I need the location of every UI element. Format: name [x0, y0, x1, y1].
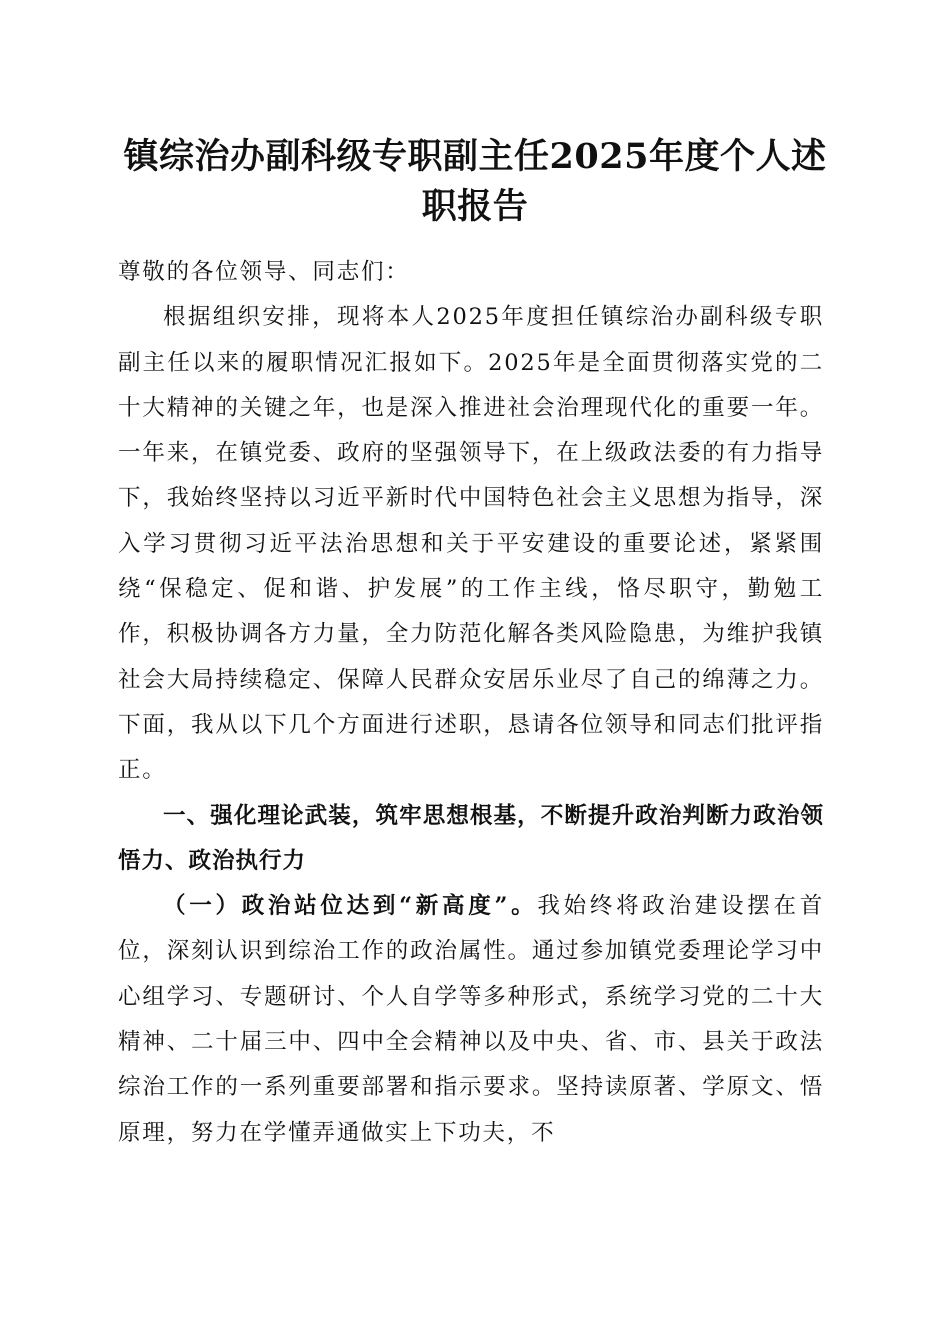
salutation: 尊敬的各位领导、同志们：: [118, 259, 410, 285]
subsection-paragraph-1: [118, 884, 824, 1156]
document-body: [118, 250, 824, 1156]
document-title: 镇综治办副科级专职副主任2025年度个人述职报告: [123, 136, 827, 227]
subsection-text-1: 我始终将政治建设摆在首位，深刻认识到综治工作的政治属性。通过参加镇党委理论学习中心组学习、专题研讨、个人自学等多种形式，系统学习党的二十大精神、二十届三中、四中全会精神以及中央、省、市、县关于政法综治工作的一系列重要部署和指示要求。坚持读原著、学原文、悟原理，努力在学懂弄通做实上下功夫，不: [118, 893, 824, 1146]
intro-paragraph: 根据组织安排，现将本人2025年度担任镇综治办副科级专职副主任以来的履职情况汇报如下。2025年是全面贯彻落实党的二十大精神的关键之年，也是深入推进社会治理现代化的重要一年。一年来，在镇党委、政府的坚强领导下，在上级政法委的有力指导下，我始终坚持以习近平新时代中国特色社会主义思想为指导，深入学习贯彻习近平法治思想和关于平安建设的重要论述，紧紧围绕“保稳定、促和谐、护发展”的工作主线，恪尽职守，勤勉工作，积极协调各方力量，全力防范化解各类风险隐患，为维护我镇社会大局持续稳定、保障人民群众安居乐业尽了自己的绵薄之力。下面，我从以下几个方面进行述职，恳请各位领导和同志们批评指正。: [118, 304, 824, 784]
section-heading-1: 一、强化理论武装，筑牢思想根基，不断提升政治判断力政治领悟力、政治执行力: [118, 802, 824, 874]
subsection-title-1: （一）政治站位达到“新高度”。: [163, 893, 538, 920]
